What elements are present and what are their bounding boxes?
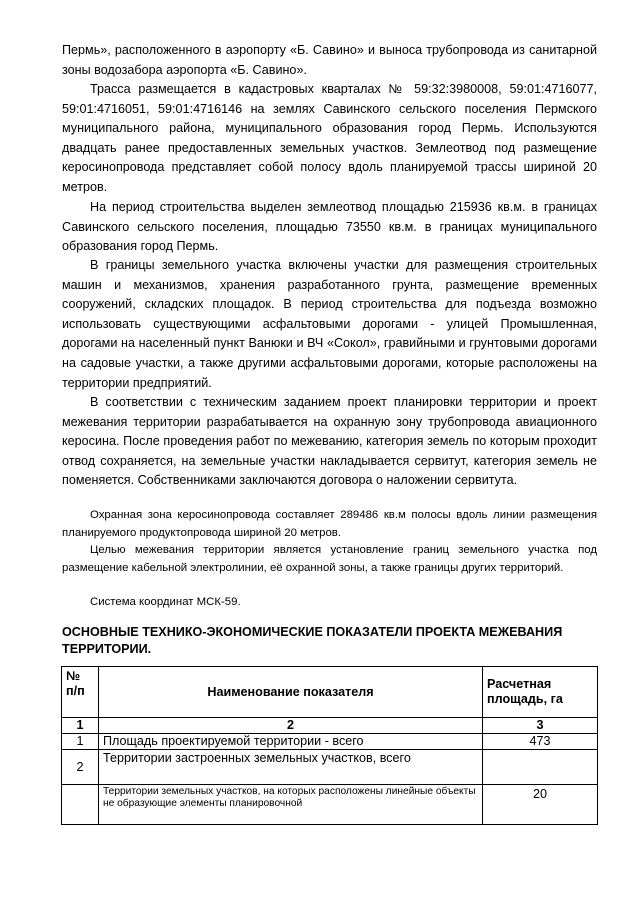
table-row — [62, 750, 598, 785]
row-number-cell: 2 — [62, 750, 99, 785]
row-value-cell: 473 — [483, 734, 598, 750]
paragraph-survey-purpose: Целью межевания территории является установление границ земельного участка под размещение кабельной электролинии, её охранной зоны, а также границы других территорий. — [62, 544, 597, 574]
row-number-cell — [62, 785, 99, 825]
table-row — [62, 734, 598, 750]
header-cell-indicator-name: Наименование показателя — [99, 667, 483, 718]
paragraph-coordinate-system: Система координат МСК-59. — [90, 596, 241, 608]
row-name-cell: Территории земельных участков, на которых расположены линейные объекты не образующие элементы планировочной — [99, 785, 483, 825]
column-index-cell: 1 — [62, 718, 99, 734]
table-header-row — [62, 667, 598, 718]
row-value-cell: 20 — [483, 785, 598, 825]
column-index-cell: 2 — [99, 718, 483, 734]
paragraph-protection-zone: Охранная зона керосинопровода составляет 289486 кв.м полосы вдоль линии размещения планируемого продуктопровода шириной 20 метров. — [62, 509, 597, 539]
row-name-cell: Территории застроенных земельных участков, всего — [99, 750, 483, 785]
paragraph-construction-area: На период строительства выделен землеотвод площадью 215936 кв.м. в границах Савинского сельского поселения, площадью 73550 кв.м. в границах муниципального образования город Пермь. — [62, 200, 597, 254]
section-heading: ОСНОВНЫЕ ТЕХНИКО-ЭКОНОМИЧЕСКИЕ ПОКАЗАТЕЛИ ПРОЕКТА МЕЖЕВАНИЯ ТЕРРИТОРИИ. — [62, 625, 563, 656]
table-row — [62, 785, 598, 825]
paragraph-intro-continuation: Пермь», расположенного в аэропорту «Б. Савино» и выноса трубопровода из санитарной зоны водозабора аэропорта «Б. Савино». — [62, 43, 597, 77]
header-cell-number: № п/п — [62, 667, 99, 718]
paragraph-technical-assignment: В соответствии с техническим заданием проект планировки территории и проект межевания территории разрабатывается на охранную зону трубопровода авиационного керосина. После проведения работ по межеванию, категория земель по которым проходит отвод сохраняется, на земельные участки накладывается сервитут, категория земель не поменяется. Собственниками заключаются договора о наложении сервитута. — [62, 395, 597, 488]
paragraph-route-location: Трасса размещается в кадастровых кварталах № 59:32:3980008, 59:01:4716077, 59:01:4716051, 59:01:4716146 на землях Савинского сельского поселения Пермского муниципального района, муниципального образования город Пермь. Используются двадцать ранее предоставленных земельных участков. Землеотвод под размещение керосинопровода представляет собой полосу вдоль планируемой трассы шириной 20 метров. — [62, 82, 597, 194]
table-column-index-row — [62, 718, 598, 734]
row-number-cell: 1 — [62, 734, 99, 750]
row-value-cell — [483, 750, 598, 785]
paragraph-land-plot-boundaries: В границы земельного участка включены участки для размещения строительных машин и механизмов, хранения разработанного грунта, размещение временных сооружений, складских площадок. В период строительства для подъезда возможно использовать существующими асфальтовыми дорогами - улицей Промышленная, дорогами на населенный пункт Ванюки и ВЧ «Сокол», гравийными и грунтовыми дорогами на садовые участки, а также другими асфальтовыми дорогами, которые расположены на территории предприятий. — [62, 258, 597, 390]
row-name-cell: Площадь проектируемой территории - всего — [99, 734, 483, 750]
header-cell-area: Расчетная площадь, га — [483, 667, 598, 718]
column-index-cell: 3 — [483, 718, 598, 734]
indicators-table — [61, 666, 598, 825]
